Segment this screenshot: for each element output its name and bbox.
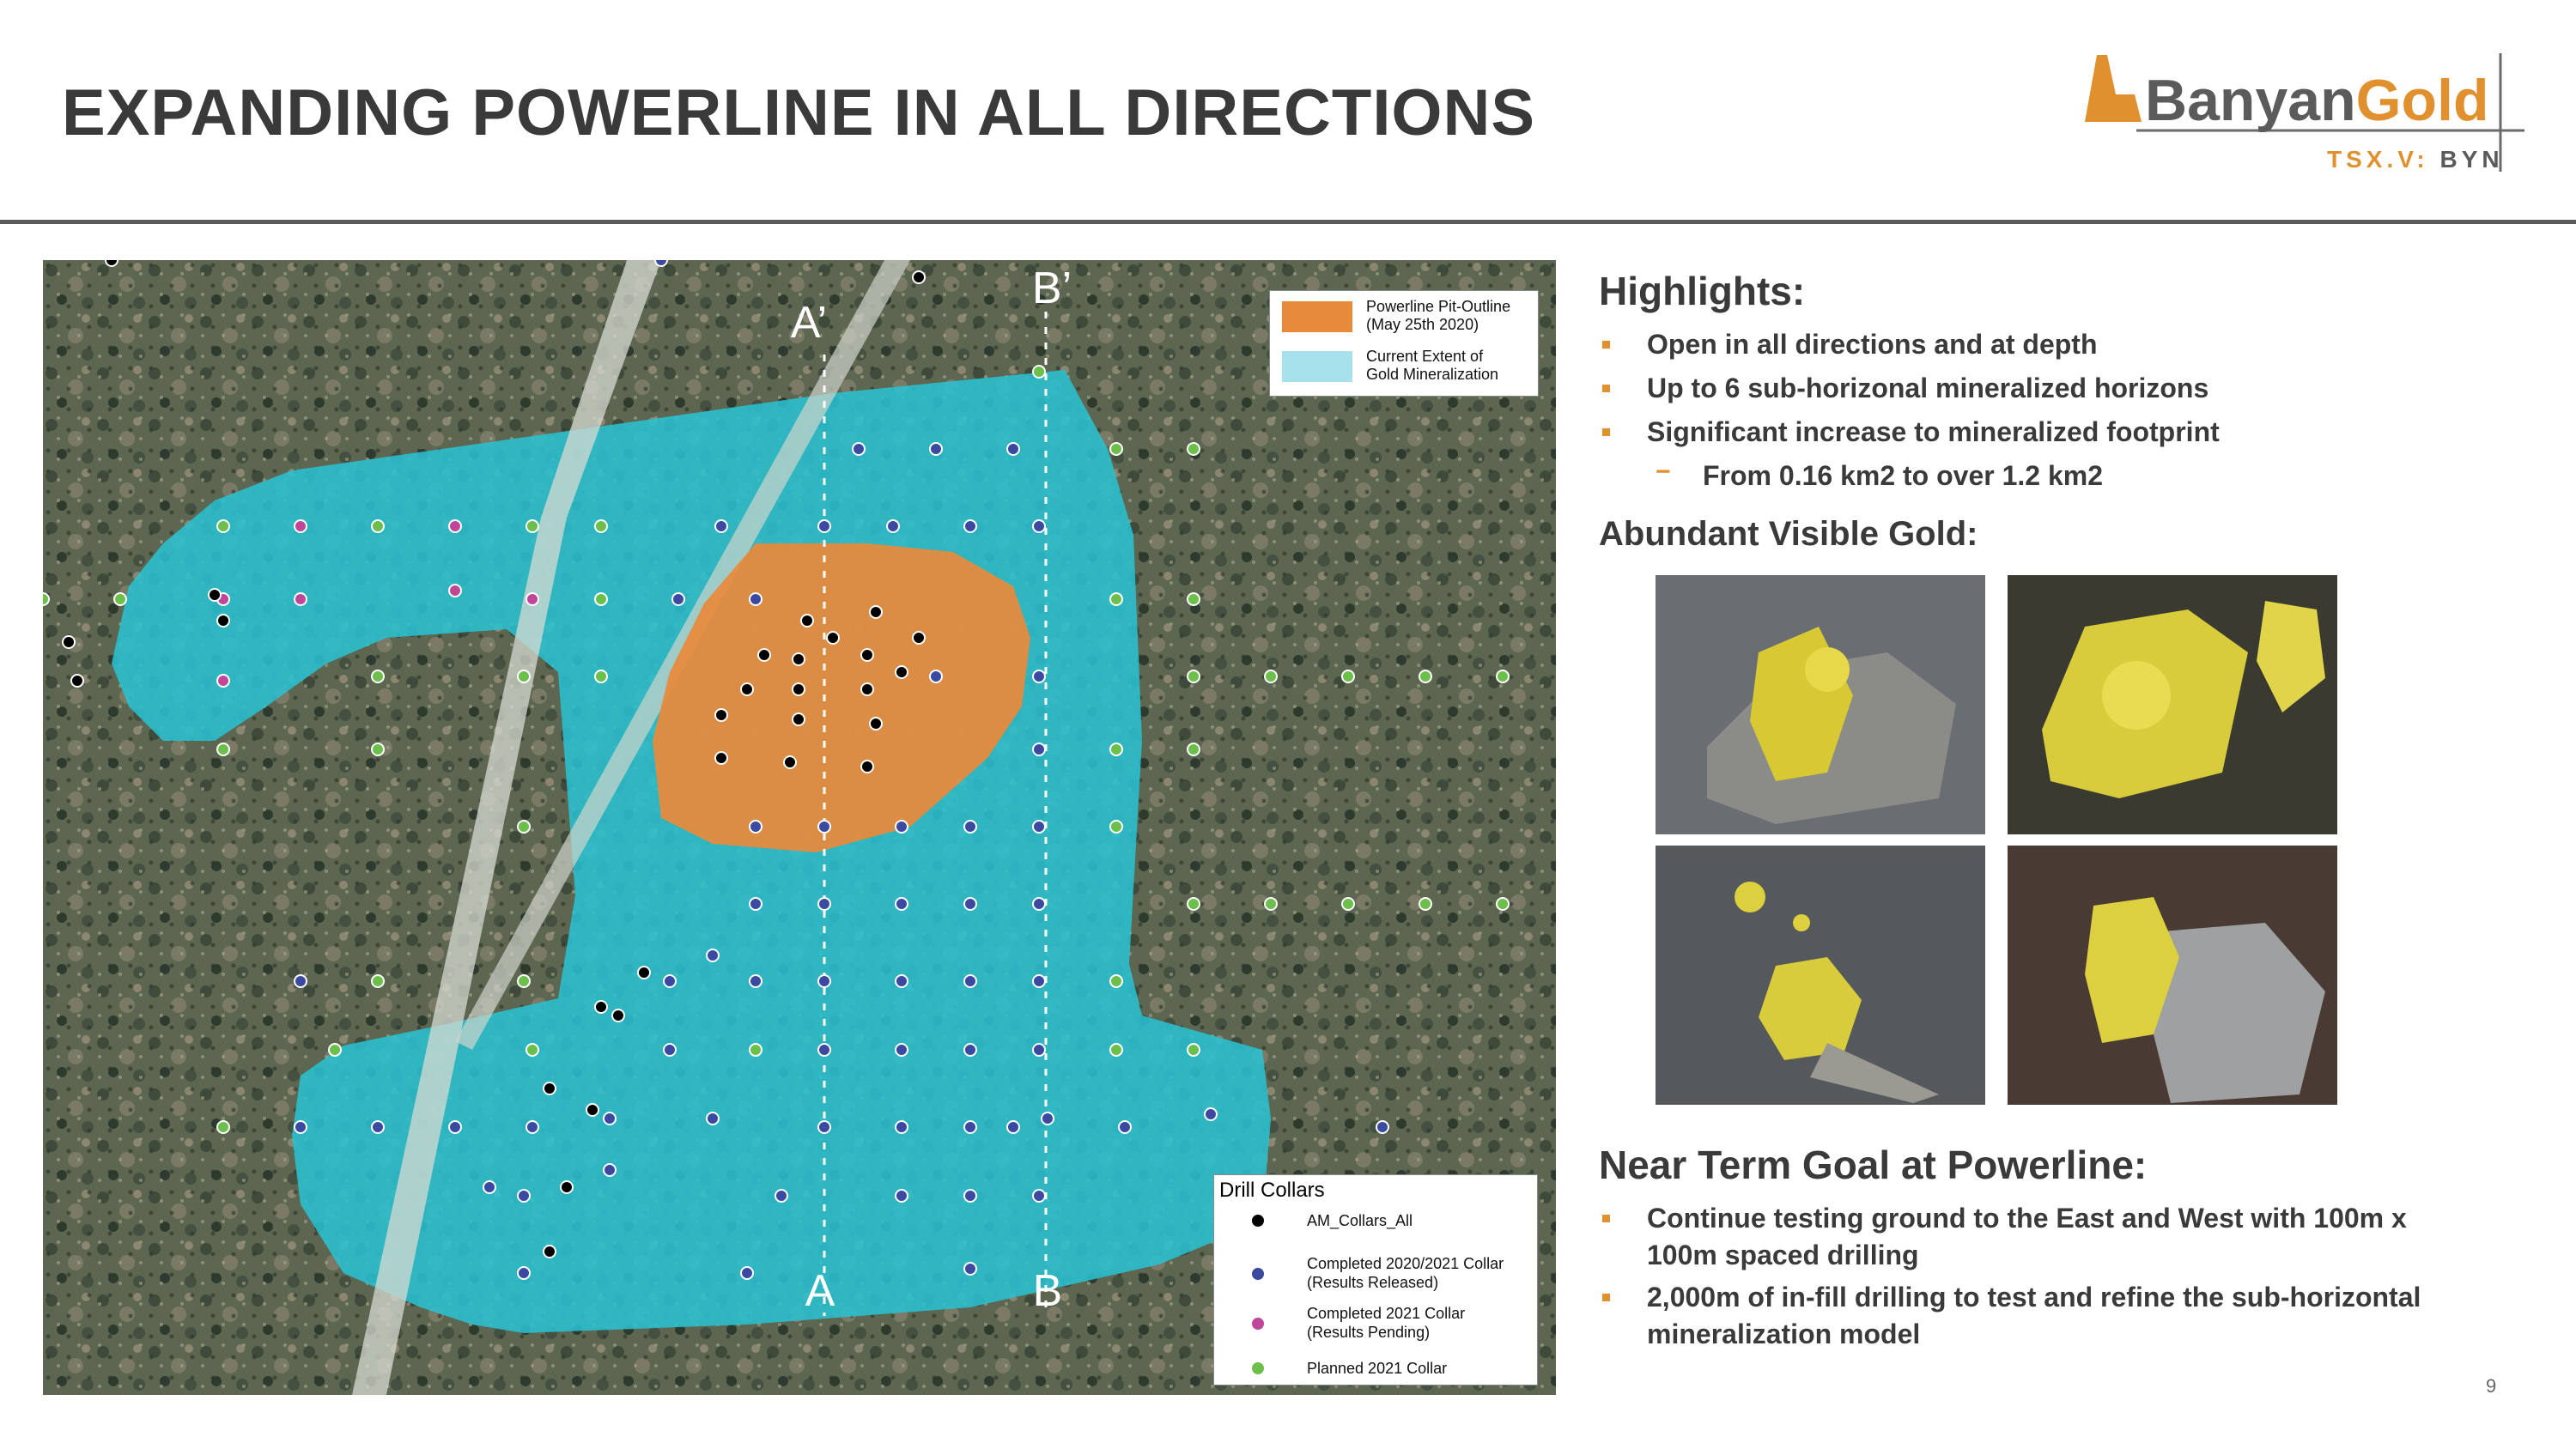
collar-all (896, 666, 908, 678)
collar-all (861, 683, 873, 695)
collar-released (818, 1044, 830, 1056)
collar-planned (1342, 670, 1354, 682)
gold-specimen-photo-2 (2008, 575, 2337, 834)
collar-released (896, 975, 908, 987)
collar-planned (526, 1044, 538, 1056)
bullet-marker (1602, 385, 1610, 392)
collar-all (741, 683, 753, 695)
collar-legend (1213, 1174, 1538, 1385)
collar-pending-label (1307, 1304, 1465, 1342)
collar-released-line1: Completed 2020/2021 Collar (1307, 1255, 1504, 1272)
collar-released (1033, 520, 1045, 532)
collar-released (672, 593, 684, 605)
collar-released (372, 1121, 384, 1133)
collar-all (209, 589, 221, 601)
collar-released (1033, 821, 1045, 833)
near-term-bullet-2-line1: 2,000m of in-fill drilling to test and refine the sub-horizontal (1647, 1282, 2421, 1313)
highlights-heading: Highlights: (1599, 269, 1806, 313)
collar-released-dot (1252, 1268, 1264, 1280)
collar-released (483, 1181, 495, 1193)
collar-released (715, 520, 727, 532)
collar-released (964, 898, 976, 910)
collar-released (818, 898, 830, 910)
pit-outline-label-line2: (May 25th 2020) (1366, 316, 1479, 333)
collar-all (638, 967, 650, 979)
section-label-a-prime: A’ (790, 298, 828, 348)
collar-released (750, 593, 762, 605)
collar-planned (595, 670, 607, 682)
collar-legend-heading: Drill Collars (1219, 1179, 1325, 1202)
collar-released (655, 260, 667, 266)
gold-specimen-photo-4 (2008, 846, 2337, 1105)
collar-released (1007, 443, 1019, 455)
collar-released (664, 1044, 676, 1056)
logo-brand-part2: Gold (2355, 68, 2489, 133)
collar-planned (750, 1044, 762, 1056)
collar-released (964, 1044, 976, 1056)
slide-title: EXPANDING POWERLINE IN ALL DIRECTIONS (62, 76, 1536, 149)
collar-all (793, 713, 805, 725)
collar-planned (1033, 366, 1045, 378)
collar-released (750, 898, 762, 910)
collar-planned (1497, 670, 1509, 682)
collar-planned (1188, 1044, 1200, 1056)
collar-released (964, 1190, 976, 1202)
mineralization-label-line1: Current Extent of (1366, 348, 1484, 365)
collar-released (930, 670, 942, 682)
collar-all (861, 761, 873, 773)
gold-specimen-photo-3 (1656, 846, 1985, 1105)
collar-all (793, 683, 805, 695)
highlight-bullet-2: Up to 6 sub-horizonal mineralized horizons (1647, 373, 2209, 403)
section-label-b: B (1032, 1266, 1063, 1316)
collar-released (518, 1267, 530, 1279)
collar-released (896, 1121, 908, 1133)
collar-planned (1419, 898, 1431, 910)
mineralization-swatch (1282, 351, 1352, 382)
near-term-bullet-1-line1: Continue testing ground to the East and West with 100m x (1647, 1203, 2407, 1234)
collar-all (217, 615, 229, 627)
collar-planned (595, 520, 607, 532)
page-number: 9 (2486, 1375, 2497, 1397)
bullet-marker (1602, 341, 1610, 349)
collar-planned (1188, 898, 1200, 910)
collar-released (818, 975, 830, 987)
logo-ticker-prefix: TSX.V: (2327, 146, 2429, 173)
collar-released (741, 1267, 753, 1279)
gold-specimen-photo-1 (1656, 575, 1985, 834)
mineralization-label-line2: Gold Mineralization (1366, 366, 1499, 383)
collar-planned (372, 743, 384, 755)
collar-planned (1110, 975, 1122, 987)
collar-pending (295, 593, 307, 605)
collar-released (526, 1121, 538, 1133)
collar-planned (1497, 898, 1509, 910)
collar-released (604, 1164, 616, 1176)
collar-released (775, 1190, 787, 1202)
collar-released (964, 520, 976, 532)
section-label-a: A (805, 1266, 835, 1316)
highlight-sub-bullet: From 0.16 km2 to over 1.2 km2 (1703, 460, 2103, 491)
collar-released (449, 1121, 461, 1133)
collar-all (913, 632, 925, 644)
collar-pending (449, 585, 461, 597)
collar-pending-dot (1252, 1318, 1264, 1330)
collar-released (750, 821, 762, 833)
collar-all (63, 636, 75, 648)
near-term-bullet-2-line2: mineralization model (1647, 1319, 1921, 1349)
bullet-marker (1602, 1294, 1610, 1301)
collar-planned (1265, 898, 1277, 910)
title-divider (0, 220, 2576, 224)
collar-all (827, 632, 839, 644)
logo-ticker-symbol: BYN (2439, 146, 2504, 173)
collar-released-line2: (Results Released) (1307, 1274, 1439, 1291)
collar-planned (1110, 821, 1122, 833)
collar-all (544, 1246, 556, 1258)
pit-outline-swatch (1282, 301, 1352, 332)
collar-released (964, 821, 976, 833)
collar-all (861, 649, 873, 661)
collar-released (853, 443, 865, 455)
collar-planned (372, 670, 384, 682)
collar-released (818, 520, 830, 532)
collar-planned (372, 975, 384, 987)
collar-planned (114, 593, 126, 605)
collar-released (1033, 1190, 1045, 1202)
collar-planned (217, 1121, 229, 1133)
pit-outline-label (1366, 298, 1510, 334)
visible-gold-heading: Abundant Visible Gold: (1599, 515, 1978, 553)
collar-released (707, 1113, 719, 1125)
collar-planned (1188, 743, 1200, 755)
collar-planned (372, 520, 384, 532)
collar-released (1007, 1121, 1019, 1133)
collar-all-dot (1252, 1215, 1264, 1227)
collar-all (784, 756, 796, 768)
collar-released (1033, 743, 1045, 755)
collar-pending-line2: (Results Pending) (1307, 1324, 1431, 1341)
collar-released (1033, 975, 1045, 987)
collar-all (870, 718, 882, 730)
collar-planned (1342, 898, 1354, 910)
near-term-bullet-1 (1647, 1200, 2407, 1274)
collar-planned (518, 975, 530, 987)
collar-released (1033, 898, 1045, 910)
collar-planned (1188, 670, 1200, 682)
collar-planned (1188, 443, 1200, 455)
near-term-bullet-2 (1647, 1279, 2421, 1353)
banyan-gold-logo (2078, 43, 2524, 180)
logo-brand-part1: Banyan (2145, 68, 2356, 133)
collar-pending (449, 520, 461, 532)
collar-planned (595, 593, 607, 605)
collar-all (561, 1181, 573, 1193)
collar-released (964, 1121, 976, 1133)
mineralization-label (1366, 348, 1498, 384)
collar-all (715, 709, 727, 721)
highlight-bullet-1: Open in all directions and at depth (1647, 329, 2098, 360)
collar-released (896, 821, 908, 833)
logo-ticker (2327, 146, 2504, 173)
collar-planned (43, 593, 49, 605)
collar-released-label (1307, 1254, 1504, 1292)
collar-released (1205, 1108, 1217, 1120)
collar-pending (295, 520, 307, 532)
extent-legend (1269, 290, 1539, 397)
collar-all (544, 1082, 556, 1094)
powerline-drill-map (43, 260, 1556, 1395)
collar-released (1376, 1121, 1388, 1133)
collar-planned (1110, 593, 1122, 605)
section-label-b-prime: B’ (1031, 264, 1072, 313)
collar-released (295, 1121, 307, 1133)
logo-brand-text (2145, 67, 2489, 134)
collar-planned (217, 743, 229, 755)
collar-all (612, 1009, 624, 1022)
collar-released (896, 898, 908, 910)
collar-released (664, 975, 676, 987)
near-term-bullet-1-line2: 100m spaced drilling (1647, 1240, 1919, 1270)
collar-all (595, 1001, 607, 1013)
collar-released (818, 821, 830, 833)
sub-bullet-dash: − (1656, 458, 1671, 486)
collar-released (964, 975, 976, 987)
collar-released (818, 1121, 830, 1133)
highlight-bullet-3: Significant increase to mineralized footprint (1647, 416, 2220, 447)
collar-all (758, 649, 770, 661)
collar-released (896, 1190, 908, 1202)
collar-planned (1188, 593, 1200, 605)
collar-all (913, 271, 925, 283)
collar-planned (1419, 670, 1431, 682)
collar-all (715, 752, 727, 764)
collar-all (71, 675, 83, 687)
collar-released (930, 443, 942, 455)
collar-all (793, 653, 805, 665)
near-term-heading: Near Term Goal at Powerline: (1599, 1143, 2148, 1187)
collar-planned (526, 520, 538, 532)
collar-released (707, 949, 719, 961)
collar-planned (217, 520, 229, 532)
collar-all (801, 615, 813, 627)
collar-released (295, 975, 307, 987)
collar-pending (526, 593, 538, 605)
collar-released (887, 520, 899, 532)
collar-pending-line1: Completed 2021 Collar (1307, 1305, 1466, 1322)
collar-released (750, 975, 762, 987)
collar-released (1042, 1113, 1054, 1125)
pit-outline-label-line1: Powerline Pit-Outline (1366, 298, 1511, 315)
collar-released (896, 1044, 908, 1056)
collar-released (1033, 670, 1045, 682)
collar-released (1119, 1121, 1131, 1133)
collar-planned (329, 1044, 341, 1056)
collar-planned (1265, 670, 1277, 682)
bullet-marker (1602, 1215, 1610, 1222)
bullet-marker (1602, 428, 1610, 436)
collar-all (586, 1104, 598, 1116)
collar-all (106, 260, 118, 266)
collar-all-label: AM_Collars_All (1307, 1212, 1413, 1229)
collar-released (604, 1113, 616, 1125)
collar-pending (217, 675, 229, 687)
logo-mountain-icon (2085, 55, 2142, 122)
collar-released (964, 1263, 976, 1275)
collar-all (870, 606, 882, 618)
collar-planned (1110, 1044, 1122, 1056)
collar-planned (1110, 743, 1122, 755)
collar-planned (1110, 443, 1122, 455)
collar-planned-dot (1252, 1362, 1264, 1374)
collar-planned-label: Planned 2021 Collar (1307, 1360, 1448, 1377)
collar-released (518, 1190, 530, 1202)
collar-planned (518, 821, 530, 833)
collar-released (1033, 1044, 1045, 1056)
collar-planned (518, 670, 530, 682)
